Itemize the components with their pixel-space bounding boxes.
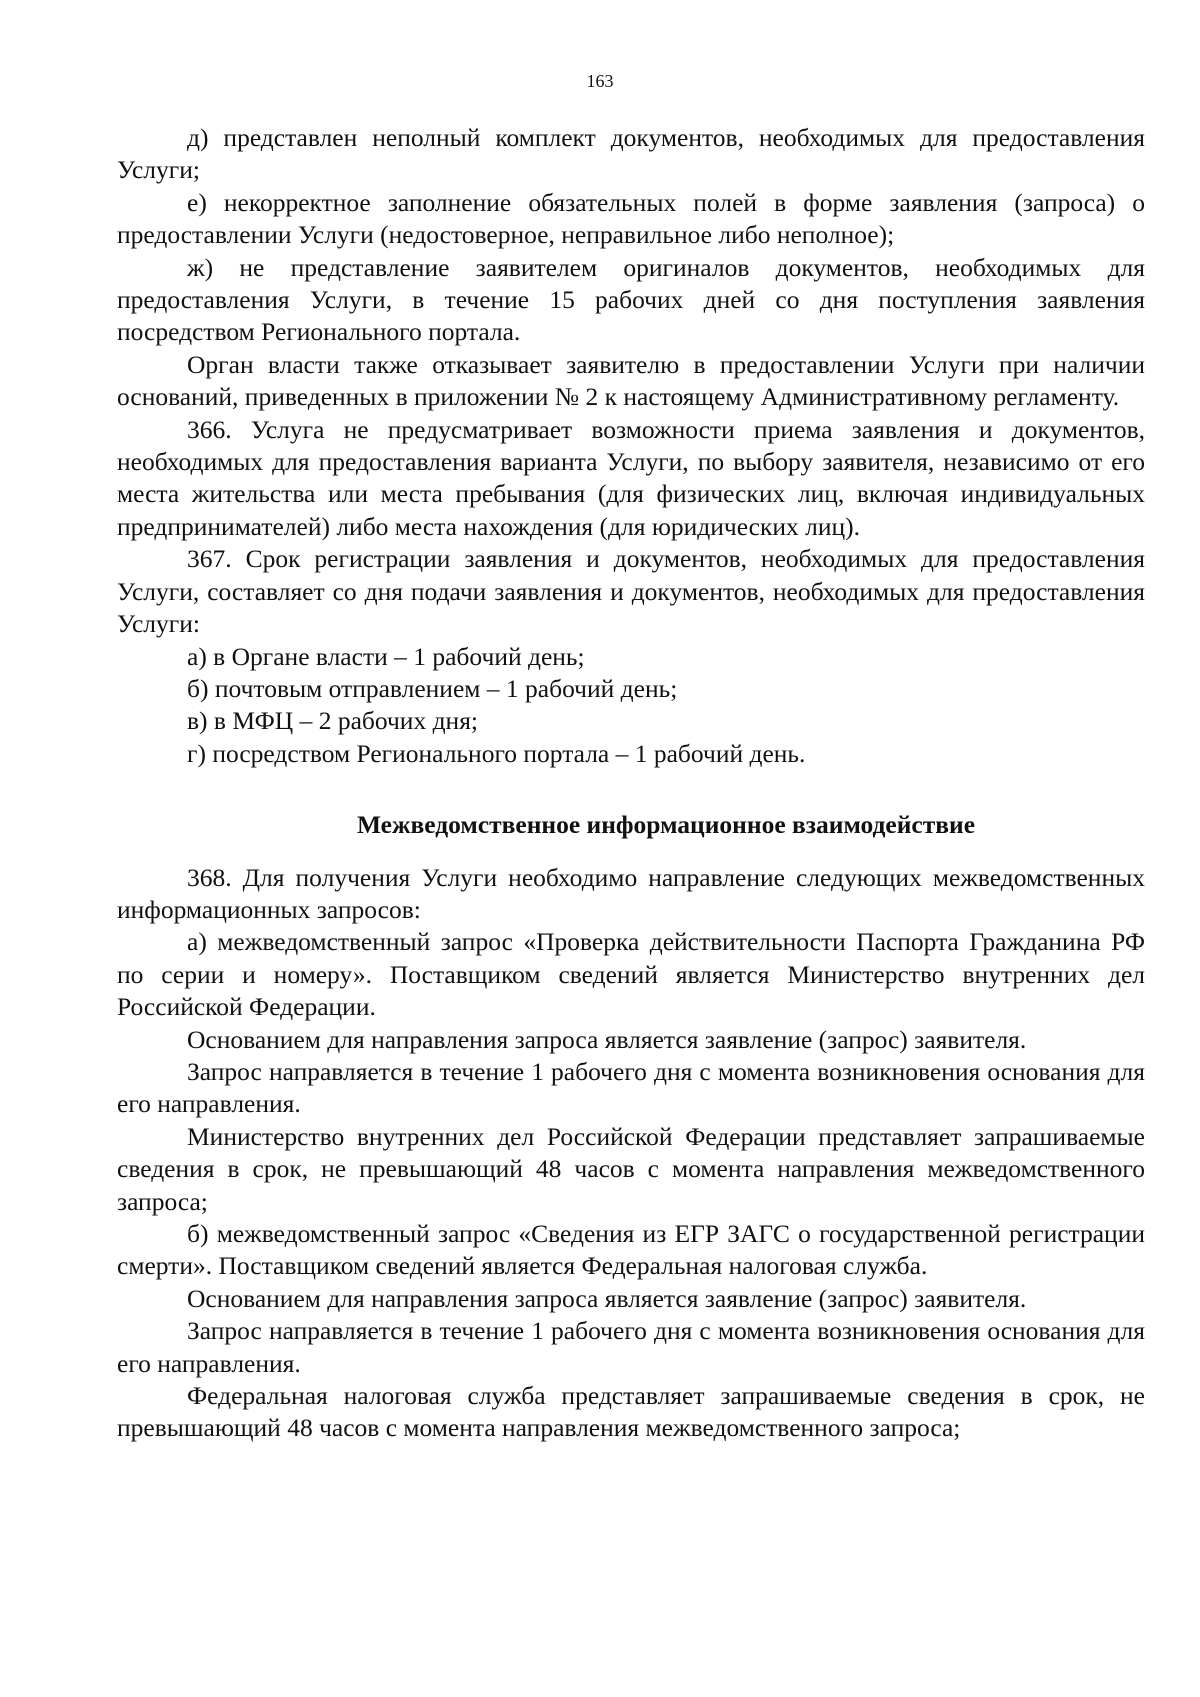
paragraph-request-a-response: Министерство внутренних дел Российской Федерации представляет запрашиваемые сведения в срок, не превышающий 48 часов с момента направления межведомственного запроса; [117,1121,1145,1216]
page-number: 163 [586,71,614,91]
paragraph-refusal-grounds: Орган власти также отказывает заявителю в предоставлении Услуги при наличии оснований, приведенных в приложении № 2 к настоящему Административному регламенту. [117,349,1145,412]
paragraph-request-a-basis: Основанием для направления запроса является заявление (запрос) заявителя. [187,1024,1027,1054]
paragraph-request-b: б) межведомственный запрос «Сведения из ЕГР ЗАГС о государственной регистрации смерти». Поставщиком сведений является Федеральная налоговая служба. [117,1219,1145,1281]
paragraph-item-d: д) представлен неполный комплект документов, необходимых для предоставления Услуги; [117,123,1145,185]
paragraph-request-b-response: Федеральная налоговая служба представляет запрашиваемые сведения в срок, не превышающий 48 часов с момента направления межведомственного запроса; [117,1381,1145,1443]
section-heading: Межведомственное информационное взаимодействие [356,810,976,840]
paragraph-366: 366. Услуга не предусматривает возможности приема заявления и документов, необходимых для предоставления варианта Услуги, по выбору заявителя, независимо от его места жительства или места пребывания (для физических лиц, включая индивидуальных предпринимателей) либо места нахождения (для юридических лиц). [117,414,1145,541]
list-item-g: г) посредством Регионального портала – 1 рабочий день. [187,738,806,768]
spacer [117,770,1145,809]
list-item-b: б) почтовым отправлением – 1 рабочий день; [187,673,678,703]
paragraph-item-zh: ж) не представление заявителем оригиналов документов, необходимых для предоставления Услуги, в течение 15 рабочих дней со дня поступления заявления посредством Регионального портала. [117,252,1145,347]
paragraph-request-a: а) межведомственный запрос «Проверка действительности Паспорта Гражданина РФ по серии и номеру». Поставщиком сведений является Министерство внутренних дел Российской Федерации. [117,927,1145,1022]
paragraph-request-a-timing: Запрос направляется в течение 1 рабочего дня с момента возникновения основания для его направления. [117,1056,1145,1119]
list-item-a: а) в Органе власти – 1 рабочий день; [187,641,585,671]
list-item-v: в) в МФЦ – 2 рабочих дня; [187,706,479,736]
paragraph-367: 367. Срок регистрации заявления и документов, необходимых для предоставления Услуги, составляет со дня подачи заявления и документов, необходимых для предоставления Услуги: [117,544,1145,639]
paragraph-item-e: е) некорректное заполнение обязательных полей в форме заявления (запроса) о предоставлении Услуги (недостоверное, неправильное либо неполное); [117,187,1145,250]
document-body [117,122,1145,1445]
paragraph-request-b-timing: Запрос направляется в течение 1 рабочего дня с момента возникновения основания для его направления. [117,1316,1145,1378]
spacer [117,842,1145,862]
paragraph-request-b-basis: Основанием для направления запроса является заявление (запрос) заявителя. [187,1283,1027,1313]
paragraph-368: 368. Для получения Услуги необходимо направление следующих межведомственных информационных запросов: [117,862,1145,924]
